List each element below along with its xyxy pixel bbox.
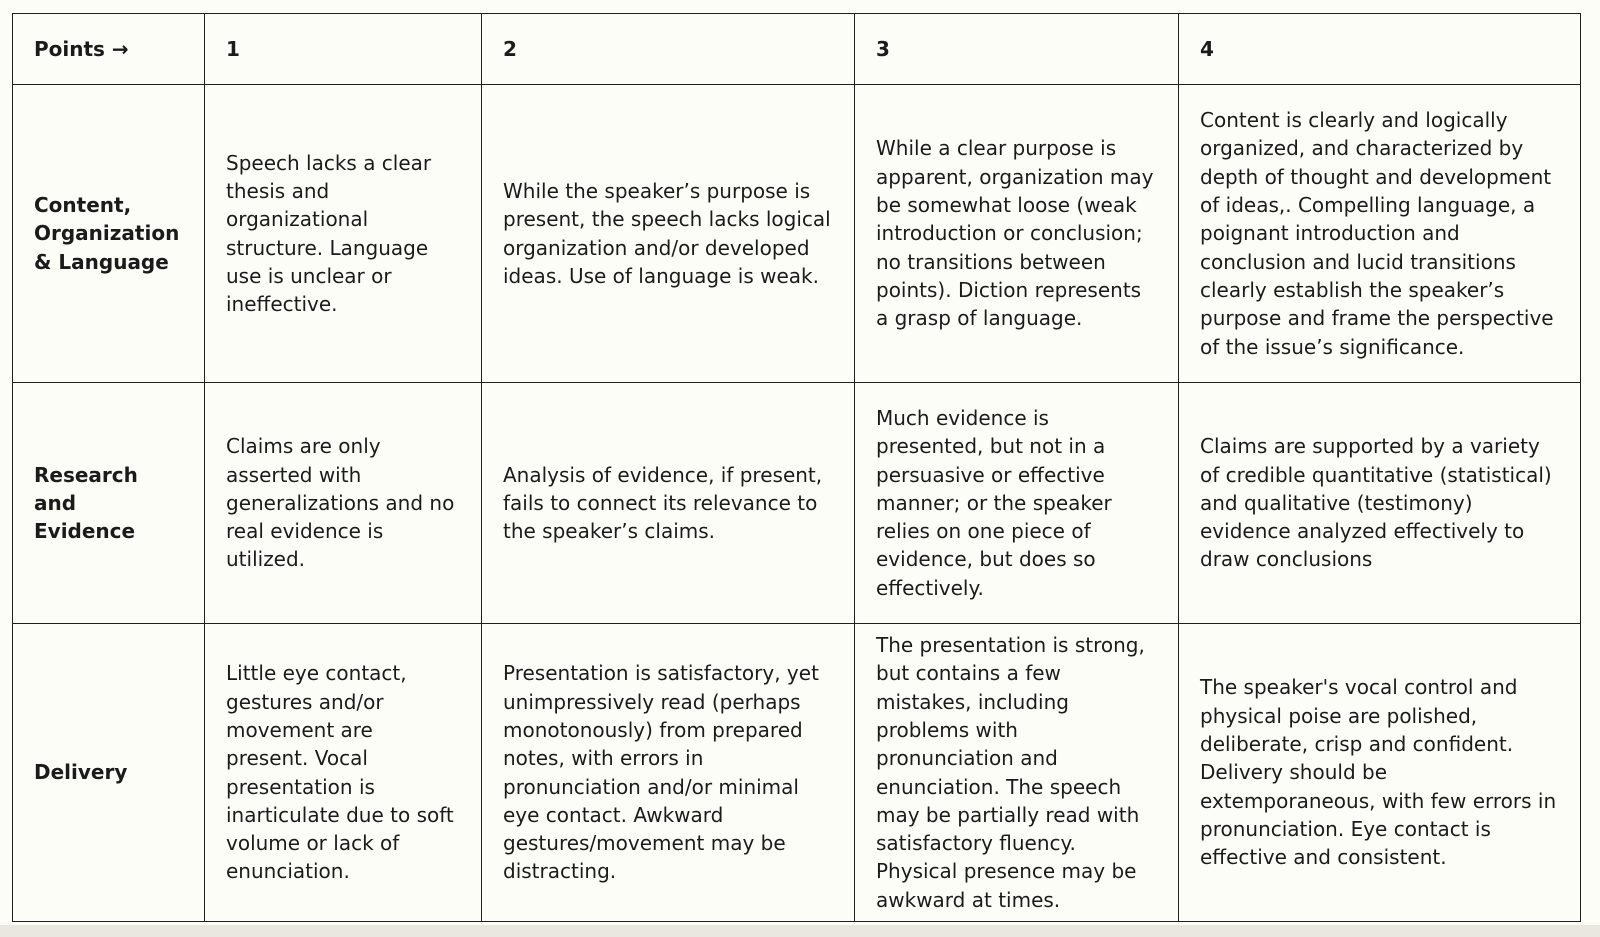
criterion-delivery: Delivery	[13, 624, 205, 922]
rubric-cell: Claims are supported by a variety of credible quantitative (statistical) and qualitative (testimony) evidence analyzed effectively to draw conclusions	[1179, 383, 1581, 624]
header-points: Points →	[13, 14, 205, 85]
header-row	[13, 14, 1581, 85]
table-row	[13, 85, 1581, 383]
rubric-cell: Much evidence is presented, but not in a persuasive or effective manner; or the speaker relies on one piece of evidence, but does so effectively.	[855, 383, 1179, 624]
header-score-1: 1	[205, 14, 482, 85]
rubric-cell: Analysis of evidence, if present, fails to connect its relevance to the speaker’s claims.	[482, 383, 855, 624]
table-row	[13, 624, 1581, 922]
rubric-cell: Claims are only asserted with generalizations and no real evidence is utilized.	[205, 383, 482, 624]
rubric-cell: The speaker's vocal control and physical poise are polished, deliberate, crisp and confident. Delivery should be extemporaneous, with few errors in pronunciation. Eye contact is effective and consistent.	[1179, 624, 1581, 922]
bottom-edge	[0, 925, 1600, 937]
criterion-content-organization-language: Content, Organization & Language	[13, 85, 205, 383]
rubric-cell: Content is clearly and logically organized, and characterized by depth of thought and development of ideas,. Compelling language, a poignant introduction and conclusion and lucid transitions clearly establish the speaker’s purpose and frame the perspective of the issue’s significance.	[1179, 85, 1581, 383]
rubric-cell: Speech lacks a clear thesis and organizational structure. Language use is unclear or ineffective.	[205, 85, 482, 383]
rubric-table	[12, 13, 1581, 922]
rubric-cell: While the speaker’s purpose is present, the speech lacks logical organization and/or developed ideas. Use of language is weak.	[482, 85, 855, 383]
table-row	[13, 383, 1581, 624]
criterion-research-evidence: Research and Evidence	[13, 383, 205, 624]
header-score-2: 2	[482, 14, 855, 85]
rubric-cell: The presentation is strong, but contains a few mistakes, including problems with pronunciation and enunciation. The speech may be partially read with satisfactory fluency. Physical presence may be awkward at times.	[855, 624, 1179, 922]
header-score-3: 3	[855, 14, 1179, 85]
header-score-4: 4	[1179, 14, 1581, 85]
rubric-cell: While a clear purpose is apparent, organization may be somewhat loose (weak introduction or conclusion; no transitions between points). Diction represents a grasp of language.	[855, 85, 1179, 383]
rubric-cell: Little eye contact, gestures and/or movement are present. Vocal presentation is inarticulate due to soft volume or lack of enunciation.	[205, 624, 482, 922]
rubric-cell: Presentation is satisfactory, yet unimpressively read (perhaps monotonously) from prepared notes, with errors in pronunciation and/or minimal eye contact. Awkward gestures/movement may be distracting.	[482, 624, 855, 922]
